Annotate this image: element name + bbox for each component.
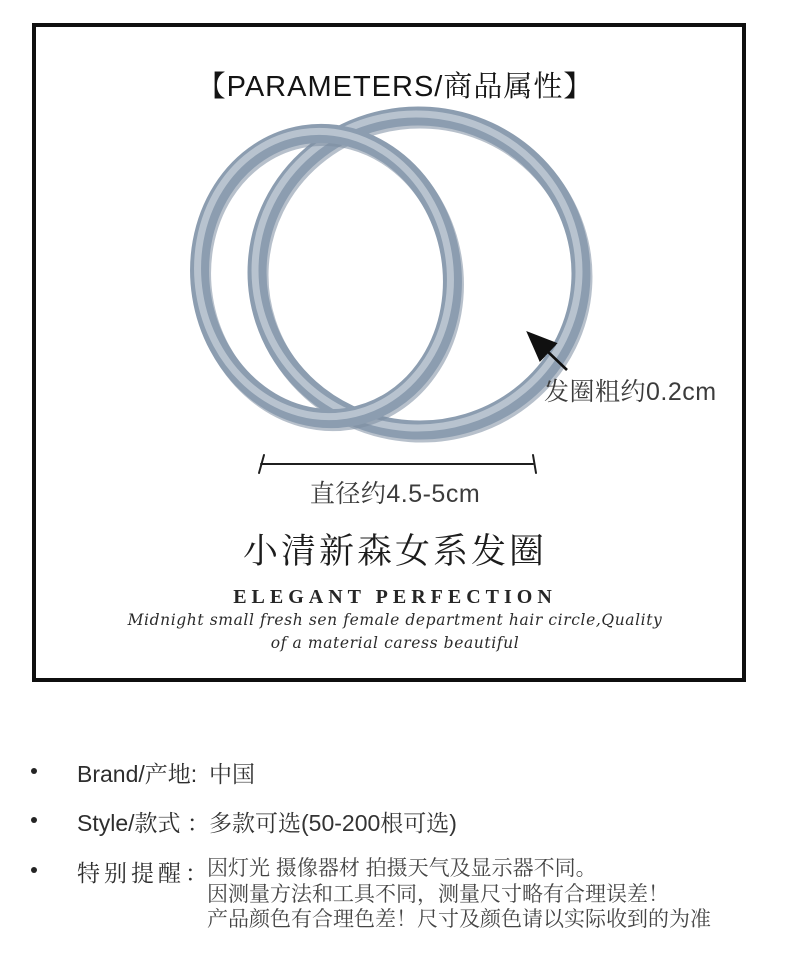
section-title: 【PARAMETERS/商品属性】 (196, 71, 594, 103)
tagline-line2: of a material caress beautiful (270, 634, 520, 652)
notice-line: 因灯光 摄像器材 拍摄天气及显示器不同。 (207, 857, 597, 880)
product-panel-frame (32, 23, 746, 682)
detail-value: 中国 (209, 761, 255, 787)
bullet-dot-icon (31, 867, 37, 873)
notice-line: 因测量方法和工具不同，测量尺寸略有合理误差！ (207, 882, 669, 906)
thickness-label: 发圈粗约0.2cm (544, 378, 717, 406)
diameter-label: 直径约4.5-5cm (309, 480, 481, 508)
bullet-dot-icon (31, 817, 37, 823)
notice-text (207, 856, 711, 933)
detail-value: 多款可选(50-200根可选) (209, 810, 457, 836)
detail-label: 特别提醒： (77, 860, 212, 886)
tagline-line1: Midnight small fresh sen female department hair circle,Quality (127, 611, 663, 629)
product-name: 小清新森女系发圈 (242, 532, 547, 571)
detail-label: Style/款式 ： (77, 810, 210, 836)
notice-line: 产品颜色有合理色差！尺寸及颜色请以实际收到的为准 (207, 908, 711, 931)
detail-row-style (0, 805, 790, 835)
product-subtitle-en: ELEGANT PERFECTION (233, 586, 557, 608)
detail-row-notice (0, 855, 790, 931)
detail-row-brand (0, 756, 790, 786)
bullet-dot-icon (31, 768, 37, 774)
detail-label: Brand/产地: (77, 761, 198, 787)
